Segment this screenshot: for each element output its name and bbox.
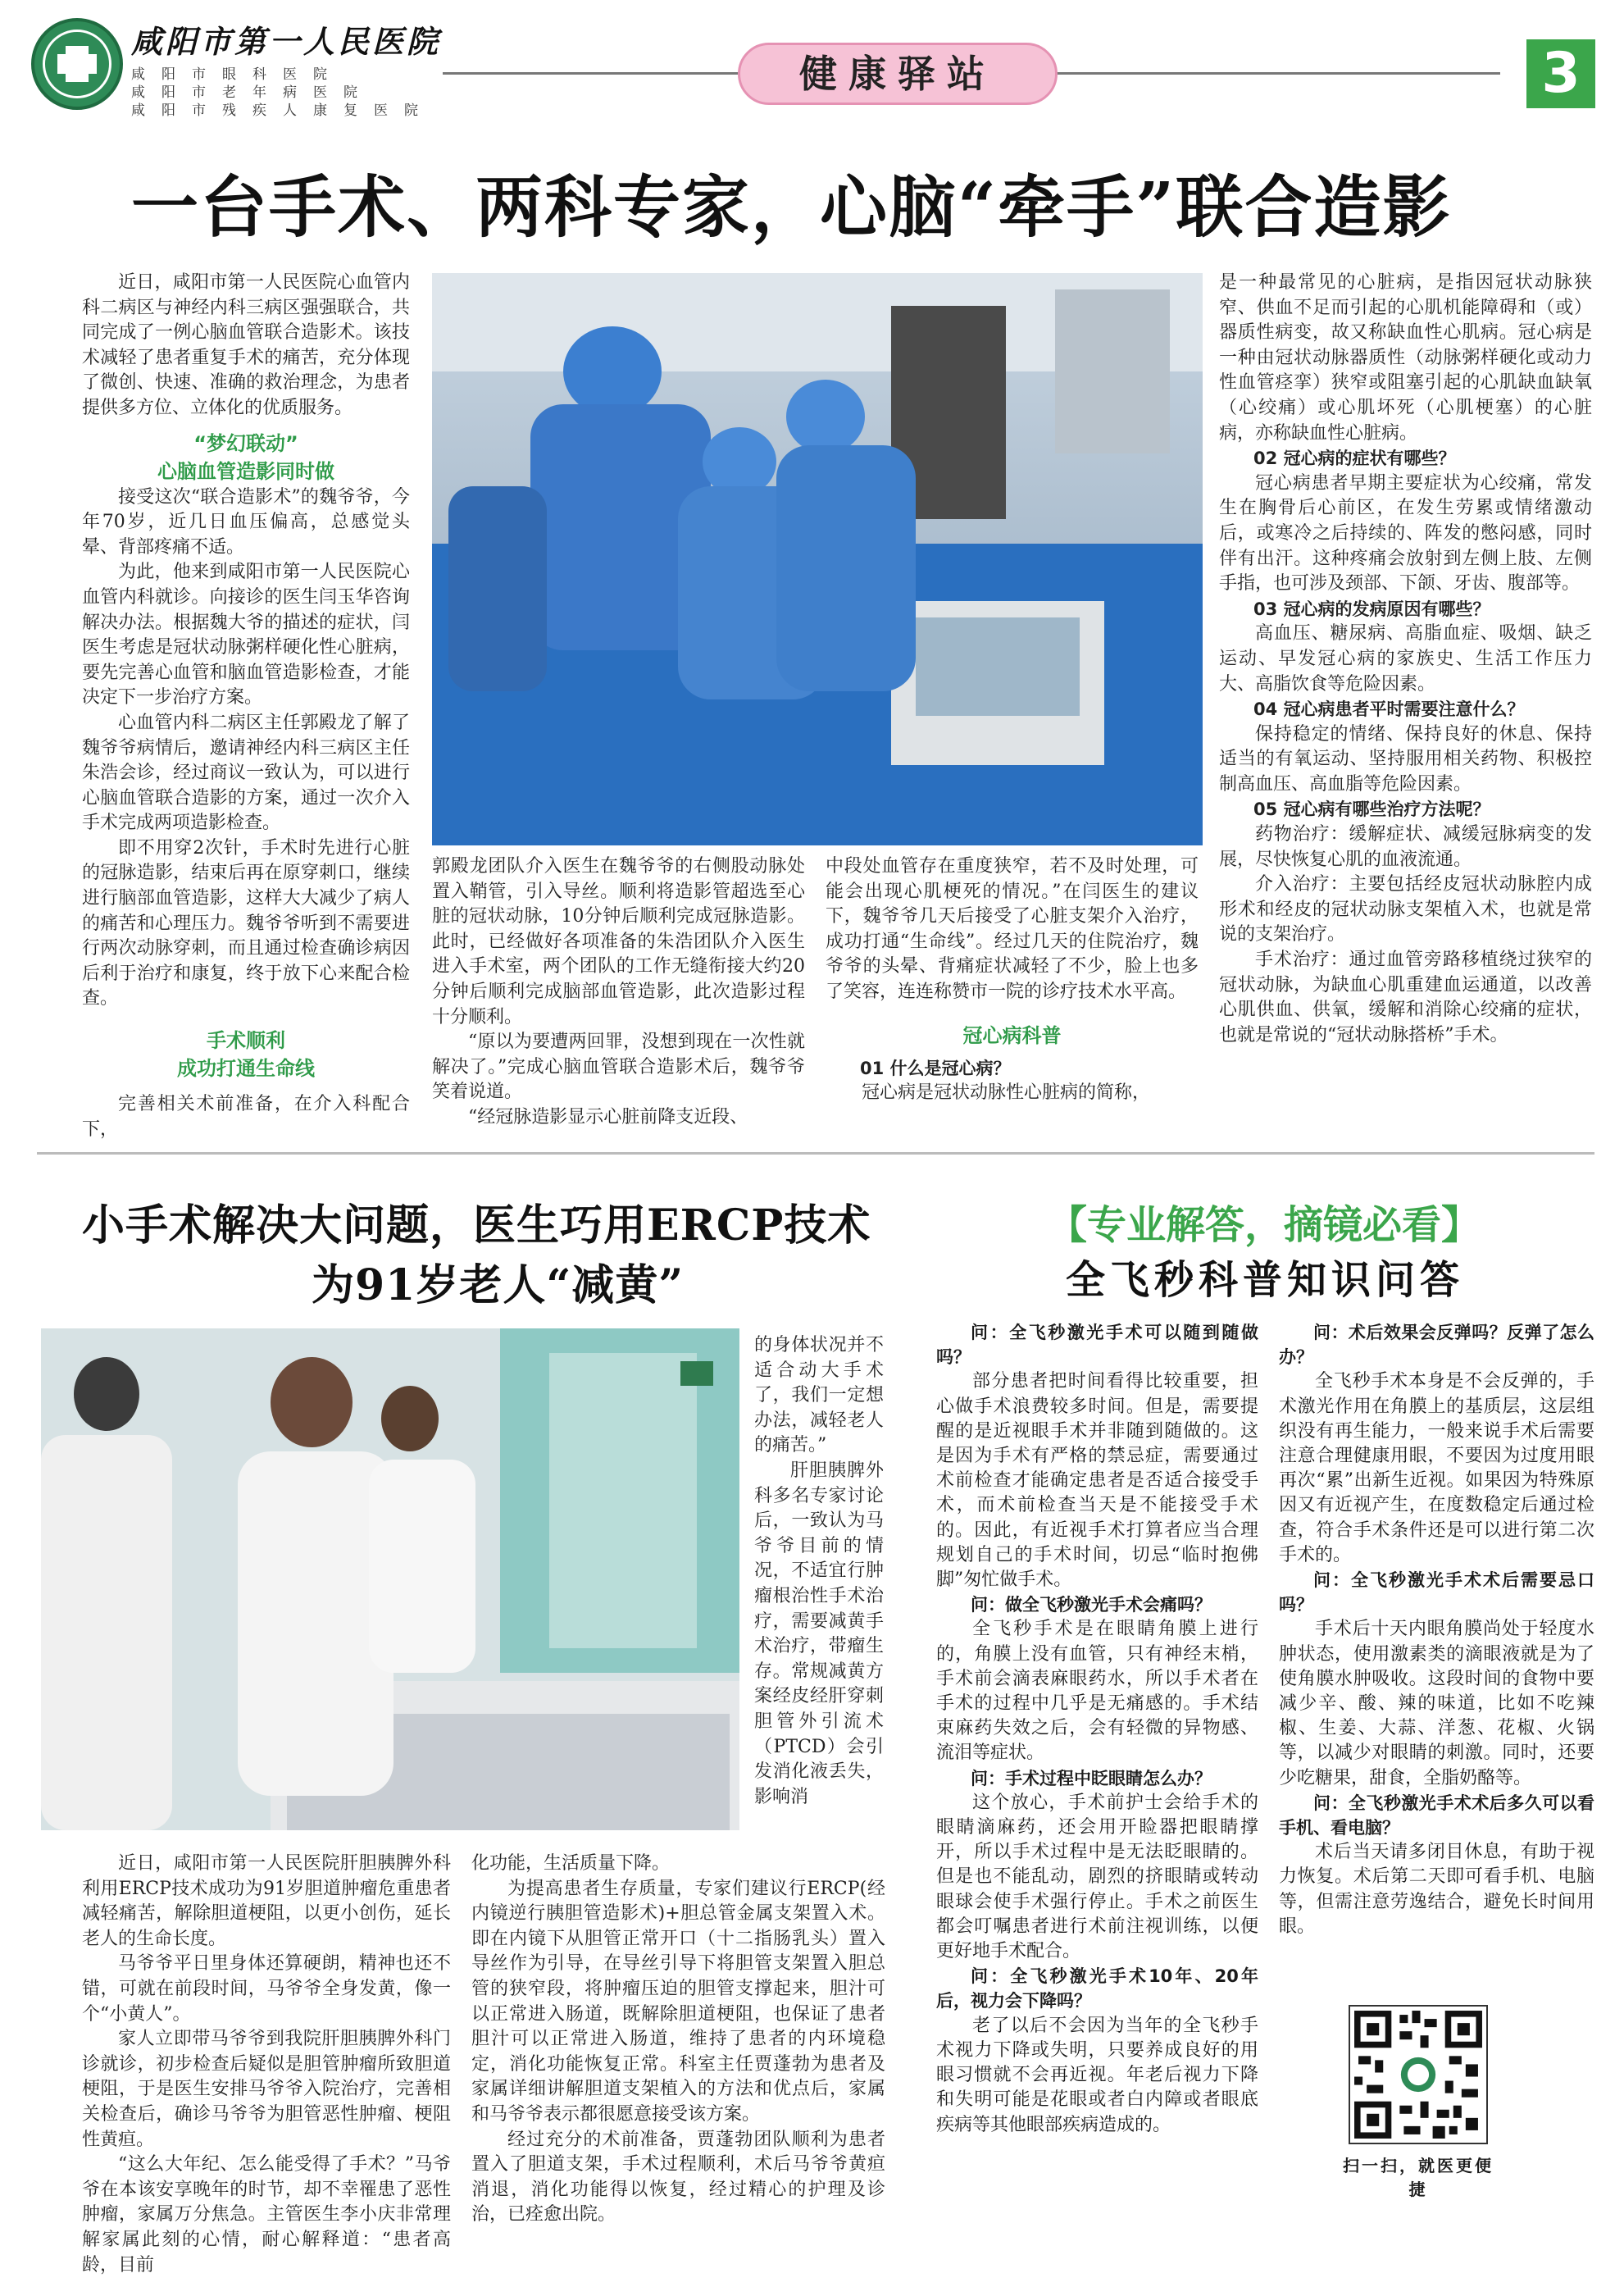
paragraph: “经冠脉造影显示心脏前降支近段、 — [468, 1106, 748, 1128]
subheading: 心脑血管造影同时做 — [157, 459, 334, 483]
surgery-photo — [432, 273, 1203, 845]
article1-col1 — [82, 271, 410, 1142]
paragraph: 接受这次“联合造影术”的魏爷爷，今年70岁，近几日血压偏高，总感觉头晕、背部疼痛不适。 — [82, 486, 410, 558]
paragraph: “这么大年纪、怎么能受得了手术？”马爷爷在本该安享晚年的时节，却不幸罹患了恶性肿瘤，家属万分焦急。主管医生李小庆非常理解家属此刻的心情，耐心解释道：“患者高龄，目前 — [82, 2154, 451, 2276]
hospital-subname-1: 咸阳市眼科医院 — [131, 66, 343, 83]
qr-code[interactable] — [1349, 2005, 1488, 2144]
section-divider — [37, 1152, 1594, 1155]
paragraph: 是一种最常见的心脏病，是指因冠状动脉狭窄、供血不足而引起的心肌机能障碍和（或）器质性病变，故又称缺血性心肌病。冠心病是一种由冠状动脉器质性（动脉粥样硬化或动力性血管痉挛）狭窄或阻塞引起的心肌缺血缺氧（心绞痛）或心肌坏死（心肌梗塞）的心脏病，亦称缺血性心脏病。 — [1219, 272, 1592, 444]
subheading: “梦幻联动” — [193, 431, 298, 455]
answer: 这个放心，手术前护士会给手术的眼睛滴麻药，还会用开睑器把眼睛撑开，所以手术过程中是无法眨眼睛的。但是也不能乱动，剧烈的挤眼睛或转动眼球会使手术强行停止。手术之前医生都会叮嘱患者进行术前注视训练，以便更好地手术配合。 — [936, 1792, 1258, 1962]
question: 问：全飞秒激光手术术后多久可以看手机、看电脑？ — [1279, 1793, 1594, 1838]
paragraph: 中段处血管存在重度狭窄，若不及时处理，可能会出现心肌梗死的情况。”在闫医生的建议下，魏爷爷几天后接受了心脏支架介入治疗，成功打通“生命线”。经过几天的住院治疗，魏爷爷的头晕、背痛症状减轻了不少，脸上也多了笑容，连连称赞市一院的诊疗技术水平高。 — [826, 856, 1199, 1002]
article3-title-line1: 【专业解答，摘镜必看】 — [1048, 1202, 1481, 1248]
question: 04 冠心病患者平时需要注意什么？ — [1253, 699, 1525, 720]
answer: 手术后十天内眼角膜尚处于轻度水肿状态，使用激素类的滴眼液就是为了使角膜水肿吸收。这段时间的食物中要减少辛、酸、辣的味道，比如不吃辣椒、生姜、大蒜、洋葱、花椒、火锅等，以减少对眼睛的刺激。同时，还要少吃糖果，甜食，全脂奶酪等。 — [1279, 1619, 1594, 1788]
hospital-subname-2: 咸阳市老年病医院 — [131, 84, 374, 101]
paragraph: 的身体状况并不适合动大手术了，我们一定想办法，减轻老人的痛苦。” — [754, 1335, 884, 1456]
question: 01 什么是冠心病？ — [860, 1058, 1011, 1078]
paragraph: 即不用穿2次针，手术时先进行心脏的冠脉造影，结束后再在原穿刺口，继续进行脑部血管造影，这样大大减少了病人的痛苦和心理压力。魏爷爷听到不需要进行两次动脉穿刺，而且通过检查确诊病因后利于治疗和康复，终于放下心来配合检查。 — [82, 837, 410, 1009]
paragraph: 为此，他来到咸阳市第一人民医院心血管内科就诊。向接诊的医生闫玉华咨询解决办法。根据魏大爷的描述的症状，闫医生考虑是冠状动脉粥样硬化性心脏病，要先完善心血管和脑血管造影检查，才能决定下一步治疗方案。 — [82, 562, 410, 708]
article2-col2 — [471, 1852, 885, 2228]
question: 02 冠心病的症状有哪些？ — [1253, 449, 1456, 469]
question: 问：全飞秒激光手术可以随到随做吗？ — [936, 1323, 1258, 1368]
answer: 老了以后不会因为当年的全飞秒手术视力下降或失明，只要养成良好的用眼习惯就不会再近视。年老后视力下降和失明可能是花眼或者白内障或者眼底疾病等其他眼部疾病造成的。 — [936, 2015, 1258, 2135]
question: 问：手术过程中眨眼睛怎么办？ — [971, 1768, 1212, 1788]
paragraph: 郭殿龙团队介入医生在魏爷爷的右侧股动脉处置入鞘管，引入导丝。顺利将造影管超选至心脏的冠状动脉，10分钟后顺利完成冠脉造影。此时，已经做好各项准备的朱浩团队介入医生进入手术室，两个团队的工作无缝衔接大约20分钟后顺利完成脑部血管造影，此次造影过程十分顺利。 — [432, 856, 805, 1027]
paragraph: 完善相关术前准备，在介入科配合下， — [82, 1094, 410, 1140]
question: 05 冠心病有哪些治疗方法呢？ — [1253, 800, 1490, 820]
paragraph: 冠心病是冠状动脉性心脏病的简称， — [862, 1082, 1151, 1104]
question: 问：术后效果会反弹吗？反弹了怎么办？ — [1279, 1323, 1594, 1368]
subheading: 成功打通生命线 — [177, 1057, 315, 1081]
paragraph: 经过充分的术前准备，贾蓬勃团队顺利为患者置入了胆道支架，手术过程顺利，术后马爷爷黄疸消退，消化功能得以恢复，经过精心的护理及诊治，已痊愈出院。 — [471, 2129, 885, 2225]
answer: 部分患者把时间看得比较重要，担心做手术浪费较多时间。但是，需要提醒的是近视眼手术并非随到随做的。这是因为手术有严格的禁忌症，需要通过术前检查才能确定患者是否适合接受手术，而术前检查当天是不能接受手术的。因此，有近视手术打算者应当合理规划自己的手术时间，切忌“临时抱佛脚”匆忙做手术。 — [936, 1371, 1258, 1591]
answer: 全飞秒手术本身是不会反弹的，手术激光作用在角膜上的基质层，这层组织没有再生能力，一般来说手术后需要注意合理健康用眼，不要因为过度用眼再次“累”出新生近视。如果因为特殊原因又有近视产生，在度数稳定后通过检查，符合手术条件还是可以进行第二次手术的。 — [1279, 1371, 1594, 1565]
question: 03 冠心病的发病原因有哪些？ — [1253, 599, 1490, 619]
article3-col-b — [1279, 1320, 1594, 1939]
article1-col2 — [432, 854, 805, 1131]
paragraph: 为提高患者生存质量，专家们建议行ERCP(经内镜逆行胰胆管造影术)+胆总管金属支架置入术。即在内镜下从胆管正常开口（十二指肠乳头）置入导丝作为引导，在导丝引导下将胆管支架置入胆总管的狭窄段，将肿瘤压迫的胆管支撑起来，胆汁可以正常进入肠道，既解除胆道梗阻，也保证了患者胆汁可以正常进入肠道，维持了患者的内环境稳定，消化功能恢复正常。科室主任贾蓬勃为患者及家属详细讲解胆道支架植入的方法和优点后，家属和马爷爷表示都很愿意接受该方案。 — [471, 1878, 885, 2125]
paragraph: 近日，咸阳市第一人民医院肝胆胰脾外科利用ERCP技术成功为91岁胆道肿瘤危重患者减轻痛苦，解除胆道梗阻，以更小创伤，延长老人的生命长度。 — [82, 1853, 451, 1949]
paragraph: 高血压、糖尿病、高脂血症、吸烟、缺乏运动、早发冠心病的家族史、生活工作压力大、高脂饮食等危险因素。 — [1219, 623, 1592, 695]
paragraph: 冠心病患者早期主要症状为心绞痛，常发生在胸骨后心前区，在发生劳累或情绪激动后，或寒冷之后持续的、阵发的憋闷感，同时伴有出汗。这种疼痛会放射到左侧上肢、左侧手指，也可涉及颈部、下颌、牙齿、腹部等。 — [1219, 472, 1592, 594]
ward-photo — [41, 1328, 739, 1830]
paragraph: “原以为要遭两回罪，没想到现在一次性就解决了。”完成心脑血管联合造影术后，魏爷爷笑着说道。 — [432, 1032, 805, 1103]
article1-col3 — [826, 854, 1199, 1106]
paragraph: 手术治疗：通过血管旁路移植绕过狭窄的冠状动脉，为缺血心肌重建血运通道，以改善心肌供血、供氧，缓解和消除心绞痛的症状，也就是常说的“冠状动脉搭桥”手术。 — [1219, 950, 1592, 1046]
question: 问：全飞秒激光手术10年、20年后，视力会下降吗？ — [936, 1966, 1258, 2011]
paragraph: 化功能，生活质量下降。 — [471, 1853, 671, 1874]
article3-title-line2: 全飞秒科普知识问答 — [1066, 1257, 1465, 1303]
paragraph: 心血管内科二病区主任郭殿龙了解了魏爷爷病情后，邀请神经内科三病区主任朱浩会诊，经过商议一致认为，可以进行心脑血管联合造影的方案，通过一次介入手术完成两项造影检查。 — [82, 712, 410, 834]
paragraph: 药物治疗：缓解症状、减缓冠脉病变的发展，尽快恢复心肌的血液流通。 — [1219, 824, 1592, 870]
qr-caption: 扫一扫，就医更便捷 — [1343, 2156, 1494, 2199]
article3-col-a — [936, 1320, 1258, 2138]
article2-side-col — [754, 1333, 884, 1810]
subheading: 手术顺利 — [207, 1029, 285, 1053]
question: 问：做全飞秒激光手术会痛吗？ — [971, 1595, 1212, 1615]
article2-title-line1: 小手术解决大问题，医生巧用ERCP技术 — [82, 1200, 871, 1250]
article2-col1 — [82, 1852, 451, 2278]
paragraph: 介入治疗：主要包括经皮冠状动脉腔内成形术和经皮的冠状动脉支架植入术，也就是常说的支架治疗。 — [1219, 874, 1592, 945]
paragraph: 马爷爷平日里身体还算硬朗，精神也还不错，可就在前段时间，马爷爷全身发黄，像一个“小黄人”。 — [82, 1953, 451, 2025]
paragraph: 近日，咸阳市第一人民医院心血管内科二病区与神经内科三病区强强联合，共同完成了一例心脑血管联合造影术。该技术减轻了患者重复手术的痛苦，充分体现了微创、快速、准确的救治理念，为患者提供多方位、立体化的优质服务。 — [82, 272, 410, 418]
hospital-logo-icon — [31, 18, 123, 110]
paragraph: 保持稳定的情绪、保持良好的休息、保持适当的有氧运动、坚持服用相关药物、积极控制高血压、高血脂等危险因素。 — [1219, 723, 1592, 795]
answer: 全飞秒手术是在眼睛角膜上进行的，角膜上没有血管，只有神经末梢，手术前会滴表麻眼药水，所以手术者在手术的过程中几乎是无痛感的。手术结束麻药失效之后，会有轻微的异物感、流泪等症状。 — [936, 1619, 1258, 1764]
section-badge: 健康驿站 — [738, 43, 1058, 105]
article1-title: 一台手术、两科专家，心脑“牵手”联合造影 — [131, 168, 1452, 247]
article2-title-line2: 为91岁老人“减黄” — [312, 1260, 685, 1310]
hospital-name: 咸阳市第一人民医院 — [131, 23, 442, 60]
hospital-subname-3: 咸阳市残疾人康复医院 — [131, 102, 434, 119]
article1-col4 — [1219, 271, 1592, 1048]
question: 问：全飞秒激光手术术后需要忌口吗？ — [1279, 1570, 1594, 1615]
paragraph: 肝胆胰脾外科多名专家讨论后，一致认为马爷爷目前的情况，不适宜行肿瘤根治性手术治疗，需要减黄手术治疗，带瘤生存。常规减黄方案经皮经肝穿刺胆管外引流术（PTCD）会引发消化液丢失，影响消 — [754, 1460, 884, 1807]
page-number: 3 — [1526, 39, 1595, 108]
answer: 术后当天请多闭目休息，有助于视力恢复。术后第二天即可看手机、电脑等，但需注意劳逸结合，避免长时间用眼。 — [1279, 1842, 1594, 1937]
paragraph: 家人立即带马爷爷到我院肝胆胰脾外科门诊就诊，初步检查后疑似是胆管肿瘤所致胆道梗阻，于是医生安排马爷爷入院治疗，完善相关检查后，确诊马爷爷为胆管恶性肿瘤、梗阻性黄疸。 — [82, 2029, 451, 2150]
subheading: 冠心病科普 — [962, 1023, 1062, 1047]
